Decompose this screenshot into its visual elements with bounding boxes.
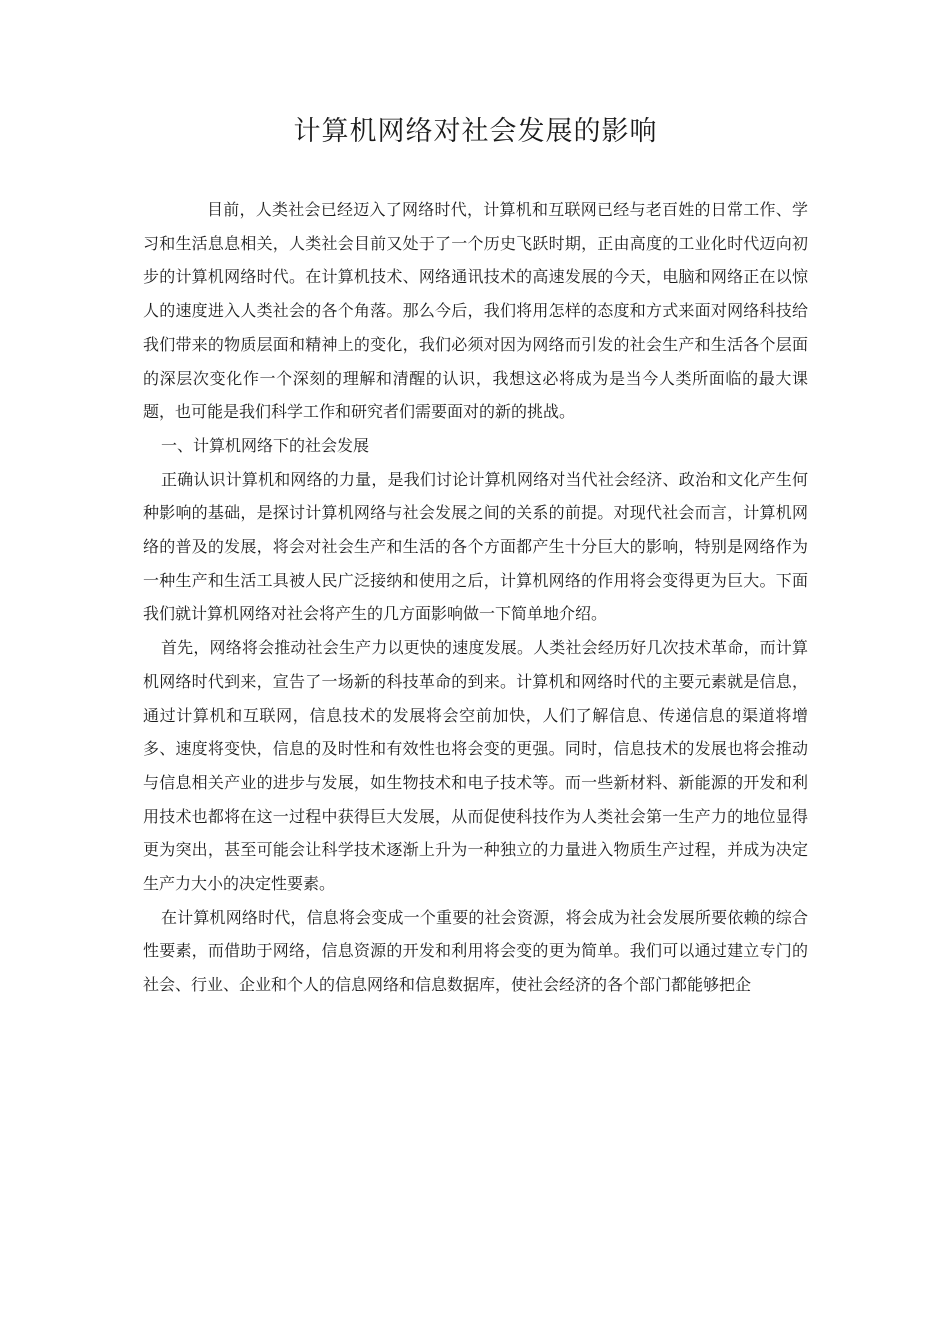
document-title: 计算机网络对社会发展的影响: [293, 116, 658, 147]
paragraph-productivity: 首先，网络将会推动社会生产力以更快的速度发展。人类社会经历好几次技术革命，而计算机网络时代到来，宣告了一场新的科技革命的到来。计算机和网络时代的主要元素就是信息，通过计算机和互联网，信息技术的发展将会空前加快，人们了解信息、传递信息的渠道将增多、速度将变快，信息的及时性和有效性也将会变的更强。同时，信息技术的发展也将会推动与信息相关产业的进步与发展，如生物技术和电子技术等。而一些新材料、新能源的开发和利用技术也都将在这一过程中获得巨大发展，从而促使科技作为人类社会第一生产力的地位显得更为突出，甚至可能会让科学技术逐渐上升为一种独立的力量进入物质生产过程，并成为决定生产力大小的决定性要素。: [143, 638, 808, 894]
section-heading: 一、计算机网络下的社会发展: [161, 435, 370, 455]
paragraph-understanding: 正确认识计算机和网络的力量，是我们讨论计算机网络对当代社会经济、政治和文化产生何种影响的基础，是探讨计算机网络与社会发展之间的关系的前提。对现代社会而言，计算机网络的普及的发展，将会对社会生产和生活的各个方面都产生十分巨大的影响，特别是网络作为一种生产和生活工具被人民广泛接纳和使用之后，计算机网络的作用将会变得更为巨大。下面我们就计算机网络对社会将产生的几方面影响做一下简单地介绍。: [143, 469, 808, 624]
paragraph-information-resource: 在计算机网络时代，信息将会变成一个重要的社会资源，将会成为社会发展所要依赖的综合性要素，而借助于网络，信息资源的开发和利用将会变的更为简单。我们可以通过建立专门的社会、行业、企业和个人的信息网络和信息数据库，使社会经济的各个部门都能够把企: [143, 907, 808, 995]
paragraph-intro: 目前，人类社会已经迈入了网络时代，计算机和互联网已经与老百姓的日常工作、学习和生活息息相关，人类社会目前又处于了一个历史飞跃时期，正由高度的工业化时代迈向初步的计算机网络时代。在计算机技术、网络通讯技术的高速发展的今天，电脑和网络正在以惊人的速度进入人类社会的各个角落。那么今后，我们将用怎样的态度和方式来面对网络科技给我们带来的物质层面和精神上的变化，我们必须对因为网络而引发的社会生产和生活各个层面的深层次变化作一个深刻的理解和清醒的认识，我想这必将成为是当今人类所面临的最大课题，也可能是我们科学工作和研究者们需要面对的新的挑战。: [143, 200, 808, 422]
document-body: [143, 193, 808, 1002]
